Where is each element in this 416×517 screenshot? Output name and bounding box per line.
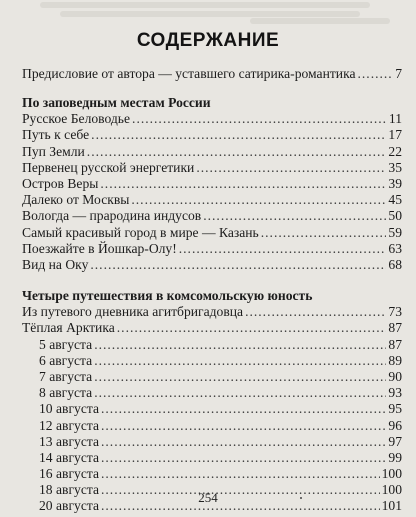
toc-row <box>22 320 402 336</box>
toc-page-number: 97 <box>388 433 402 449</box>
toc-page-number: 96 <box>388 417 402 433</box>
leader-dots <box>100 176 386 192</box>
toc-label: 6 августа <box>39 352 93 368</box>
leader-dots <box>117 320 387 336</box>
leader-dots <box>196 160 386 176</box>
toc-page-number: 100 <box>381 466 402 482</box>
toc-page-number: 87 <box>388 336 402 352</box>
toc-label: Пуп Земли <box>22 143 85 159</box>
toc-row <box>22 304 402 320</box>
leader-dots <box>245 304 386 320</box>
toc-label: Русское Беловодье <box>22 111 131 127</box>
toc-page-number: 63 <box>388 240 402 256</box>
toc-label: Поезжайте в Йошкар-Олу! <box>22 240 177 256</box>
toc-page-number: 99 <box>388 449 402 465</box>
toc-page-number: 50 <box>388 208 402 224</box>
toc-label: Самый красивый город в мире — Казань <box>22 224 259 240</box>
section-heading: Четыре путешествия в комсомольскую юность <box>22 288 313 303</box>
leader-dots <box>94 385 386 401</box>
toc-label: Остров Веры <box>22 175 99 191</box>
toc-label: 5 августа <box>39 336 93 352</box>
toc-page-number: 90 <box>388 368 402 384</box>
leader-dots <box>203 208 386 224</box>
page-number: 254 <box>198 490 218 505</box>
leader-dots <box>90 257 386 273</box>
toc-label: Тёплая Арктика <box>22 320 115 336</box>
toc-label: Из путевого дневника агитбригадовца <box>22 304 244 320</box>
toc-page-number: 68 <box>388 256 402 272</box>
section-komsomol <box>22 288 402 515</box>
intro-entry <box>22 66 402 82</box>
section-entries <box>22 111 402 273</box>
leader-dots <box>94 337 386 353</box>
leader-dots <box>87 144 387 160</box>
toc-label: 10 августа <box>39 401 99 417</box>
leader-dots <box>132 111 387 127</box>
toc-page-number: 17 <box>388 127 402 143</box>
toc-row <box>22 466 402 482</box>
toc-label: Вологда — прародина индусов <box>22 208 202 224</box>
leader-dots <box>101 450 386 466</box>
leader-dots <box>91 127 386 143</box>
toc-row <box>22 144 402 160</box>
toc-label: Далеко от Москвы <box>22 192 130 208</box>
toc-row <box>22 353 402 369</box>
leader-dots <box>94 369 386 385</box>
toc-page-number: 59 <box>388 224 402 240</box>
toc-page-number: 101 <box>381 498 402 514</box>
toc-label: 7 августа <box>39 368 93 384</box>
toc-row <box>22 176 402 192</box>
toc-label: Вид на Оку <box>22 256 89 272</box>
bleed-through-text <box>0 0 416 24</box>
toc-row <box>22 434 402 450</box>
toc-page-number: 87 <box>388 320 402 336</box>
section-entries <box>22 304 402 514</box>
toc-label: 12 августа <box>39 417 99 433</box>
toc-label: 13 августа <box>39 433 99 449</box>
toc-row <box>22 401 402 417</box>
leader-dots <box>101 401 386 417</box>
toc-label: 14 августа <box>39 449 99 465</box>
toc-page-number: 22 <box>388 143 402 159</box>
leader-dots <box>101 434 386 450</box>
toc-page-number: 93 <box>388 385 402 401</box>
toc-label: Предисловие от автора — уставшего сатирика-романтика <box>22 66 356 81</box>
toc-row <box>22 418 402 434</box>
toc-page-number: 7 <box>395 66 402 81</box>
toc-row <box>22 225 402 241</box>
toc-row <box>22 369 402 385</box>
toc-row <box>22 66 402 82</box>
toc-label: 16 августа <box>39 466 99 482</box>
toc-row <box>22 208 402 224</box>
leader-dots <box>101 466 380 482</box>
section-russia <box>22 95 402 273</box>
toc-row <box>22 241 402 257</box>
toc-page-number: 89 <box>388 352 402 368</box>
toc-row <box>22 257 402 273</box>
toc-row <box>22 385 402 401</box>
leader-dots <box>179 241 387 257</box>
toc-page-number: 100 <box>381 482 402 498</box>
leader-dots <box>358 66 394 82</box>
toc-row <box>22 127 402 143</box>
toc-label: 20 августа <box>39 498 99 514</box>
print-speck <box>300 497 302 499</box>
leader-dots <box>94 353 386 369</box>
toc-page-number: 39 <box>388 175 402 191</box>
toc-page-number: 45 <box>388 192 402 208</box>
toc-row <box>22 160 402 176</box>
toc-page-number: 11 <box>388 111 402 127</box>
toc-label: Первенец русской энергетики <box>22 159 195 175</box>
toc-label: 8 августа <box>39 385 93 401</box>
toc-row <box>22 450 402 466</box>
section-heading: По заповедным местам России <box>22 95 211 110</box>
toc-label: Путь к себе <box>22 127 90 143</box>
leader-dots <box>131 192 386 208</box>
toc-page-number: 73 <box>388 304 402 320</box>
leader-dots <box>101 418 386 434</box>
toc-label: 18 августа <box>39 482 99 498</box>
toc-row <box>22 337 402 353</box>
leader-dots <box>261 225 387 241</box>
toc-page-number: 35 <box>388 159 402 175</box>
page-title: СОДЕРЖАНИЕ <box>136 30 280 51</box>
toc-page-number: 95 <box>388 401 402 417</box>
toc-row <box>22 111 402 127</box>
toc-row <box>22 192 402 208</box>
